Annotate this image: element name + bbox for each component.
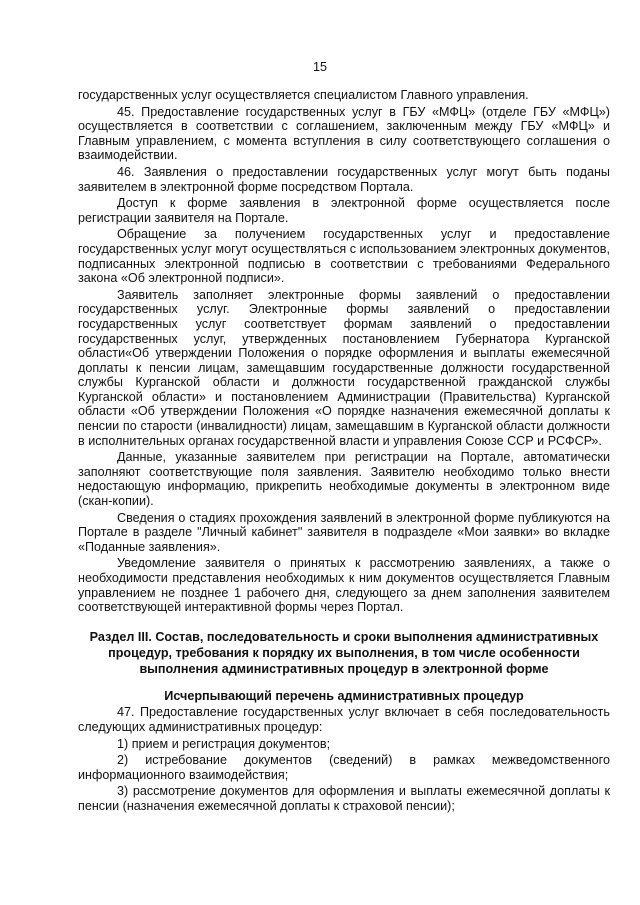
paragraph-0: государственных услуг осуществляется специалистом Главного управления.: [78, 88, 529, 102]
section-heading: Раздел III. Состав, последовательность и сроки выполнения административных процедур, требования к порядку их выполнения, в том числе особенности выполнения административных процедур в электронной форме: [89, 629, 599, 676]
list-item: 1) прием и регистрация документов;: [117, 736, 331, 751]
subsection-heading: Исчерпывающий перечень административных процедур: [164, 688, 524, 703]
list-item: 3) рассмотрение документов для оформления и выплаты ежемесячной доплаты к пенсии (назначения ежемесячной доплаты к страховой пенсии);: [78, 784, 610, 813]
paragraph-forms: Заявитель заполняет электронные формы заявлений о предоставлении государственных услуг. Электронные формы заявлений о предоставлении государственных услуг соответствует формам заявлений о предоставлении государственных услуг, утвержденных постановлением Губернатора Курганской области«Об утверждении Положения о порядке оформления и выплаты ежемесячной доплаты к пенсии лицам, замещавшим государственные должности государственной службы Курганской области и должности государственной гражданской службы Курганской области» и постановлением Администрации (Правительства) Курганской области «Об утверждении Положения «О порядке назначения ежемесячной доплаты к пенсии по старости (инвалидности) лицам, замещавшим в Курганской области должности в исполнительных органах государственной власти и управления Союзе ССР и РСФСР».: [78, 287, 610, 448]
paragraph-data: Данные, указанные заявителем при регистрации на Портале, автоматически заполняют соответствующие поля заявления. Заявителю необходимо только внести недостающую информацию, прикрепить необходимые документы в электронном виде (скан-копии).: [78, 450, 610, 509]
paragraph-stages: Сведения о стадиях прохождения заявлений в электронной форме публикуются на Портале в разделе "Личный кабинет" заявителя в подразделе «Мои заявки» во вкладке «Поданные заявления».: [78, 510, 610, 554]
paragraph-46: 46. Заявления о предоставлении государственных услуг могут быть поданы заявителем в электронной форме посредством Портала.: [78, 164, 610, 194]
document-body: [78, 88, 610, 816]
list-item: 2) истребование документов (сведений) в рамках межведомственного информационного взаимодействия;: [78, 753, 610, 782]
paragraph-45: 45. Предоставление государственных услуг в ГБУ «МФЦ» (отделе ГБУ «МФЦ») осуществляется в соответствии с соглашением, заключенным между ГБУ «МФЦ» и Главным управлением, с момента вступления в силу соответствующего соглашения о взаимодействии.: [78, 104, 610, 163]
paragraph-notification: Уведомление заявителя о принятых к рассмотрению заявлениях, а также о необходимости представления необходимых к ним документов осуществляется Главным управлением не позднее 1 рабочего дня, следующего за днем заполнения заявителем соответствующей интерактивной формы через Портал.: [78, 556, 610, 615]
paragraph-appeal: Обращение за получением государственных услуг и предоставление государственных услуг могут осуществляться с использованием электронных документов, подписанных электронной подписью в соответствии с требованиями Федерального закона «Об электронной подписи».: [78, 227, 610, 286]
paragraph-access: Доступ к форме заявления в электронной форме осуществляется после регистрации заявителя на Портале.: [78, 196, 610, 225]
page-number: 15: [312, 60, 327, 74]
paragraph-47: 47. Предоставление государственных услуг включает в себя последовательность следующих административных процедур:: [78, 705, 610, 734]
